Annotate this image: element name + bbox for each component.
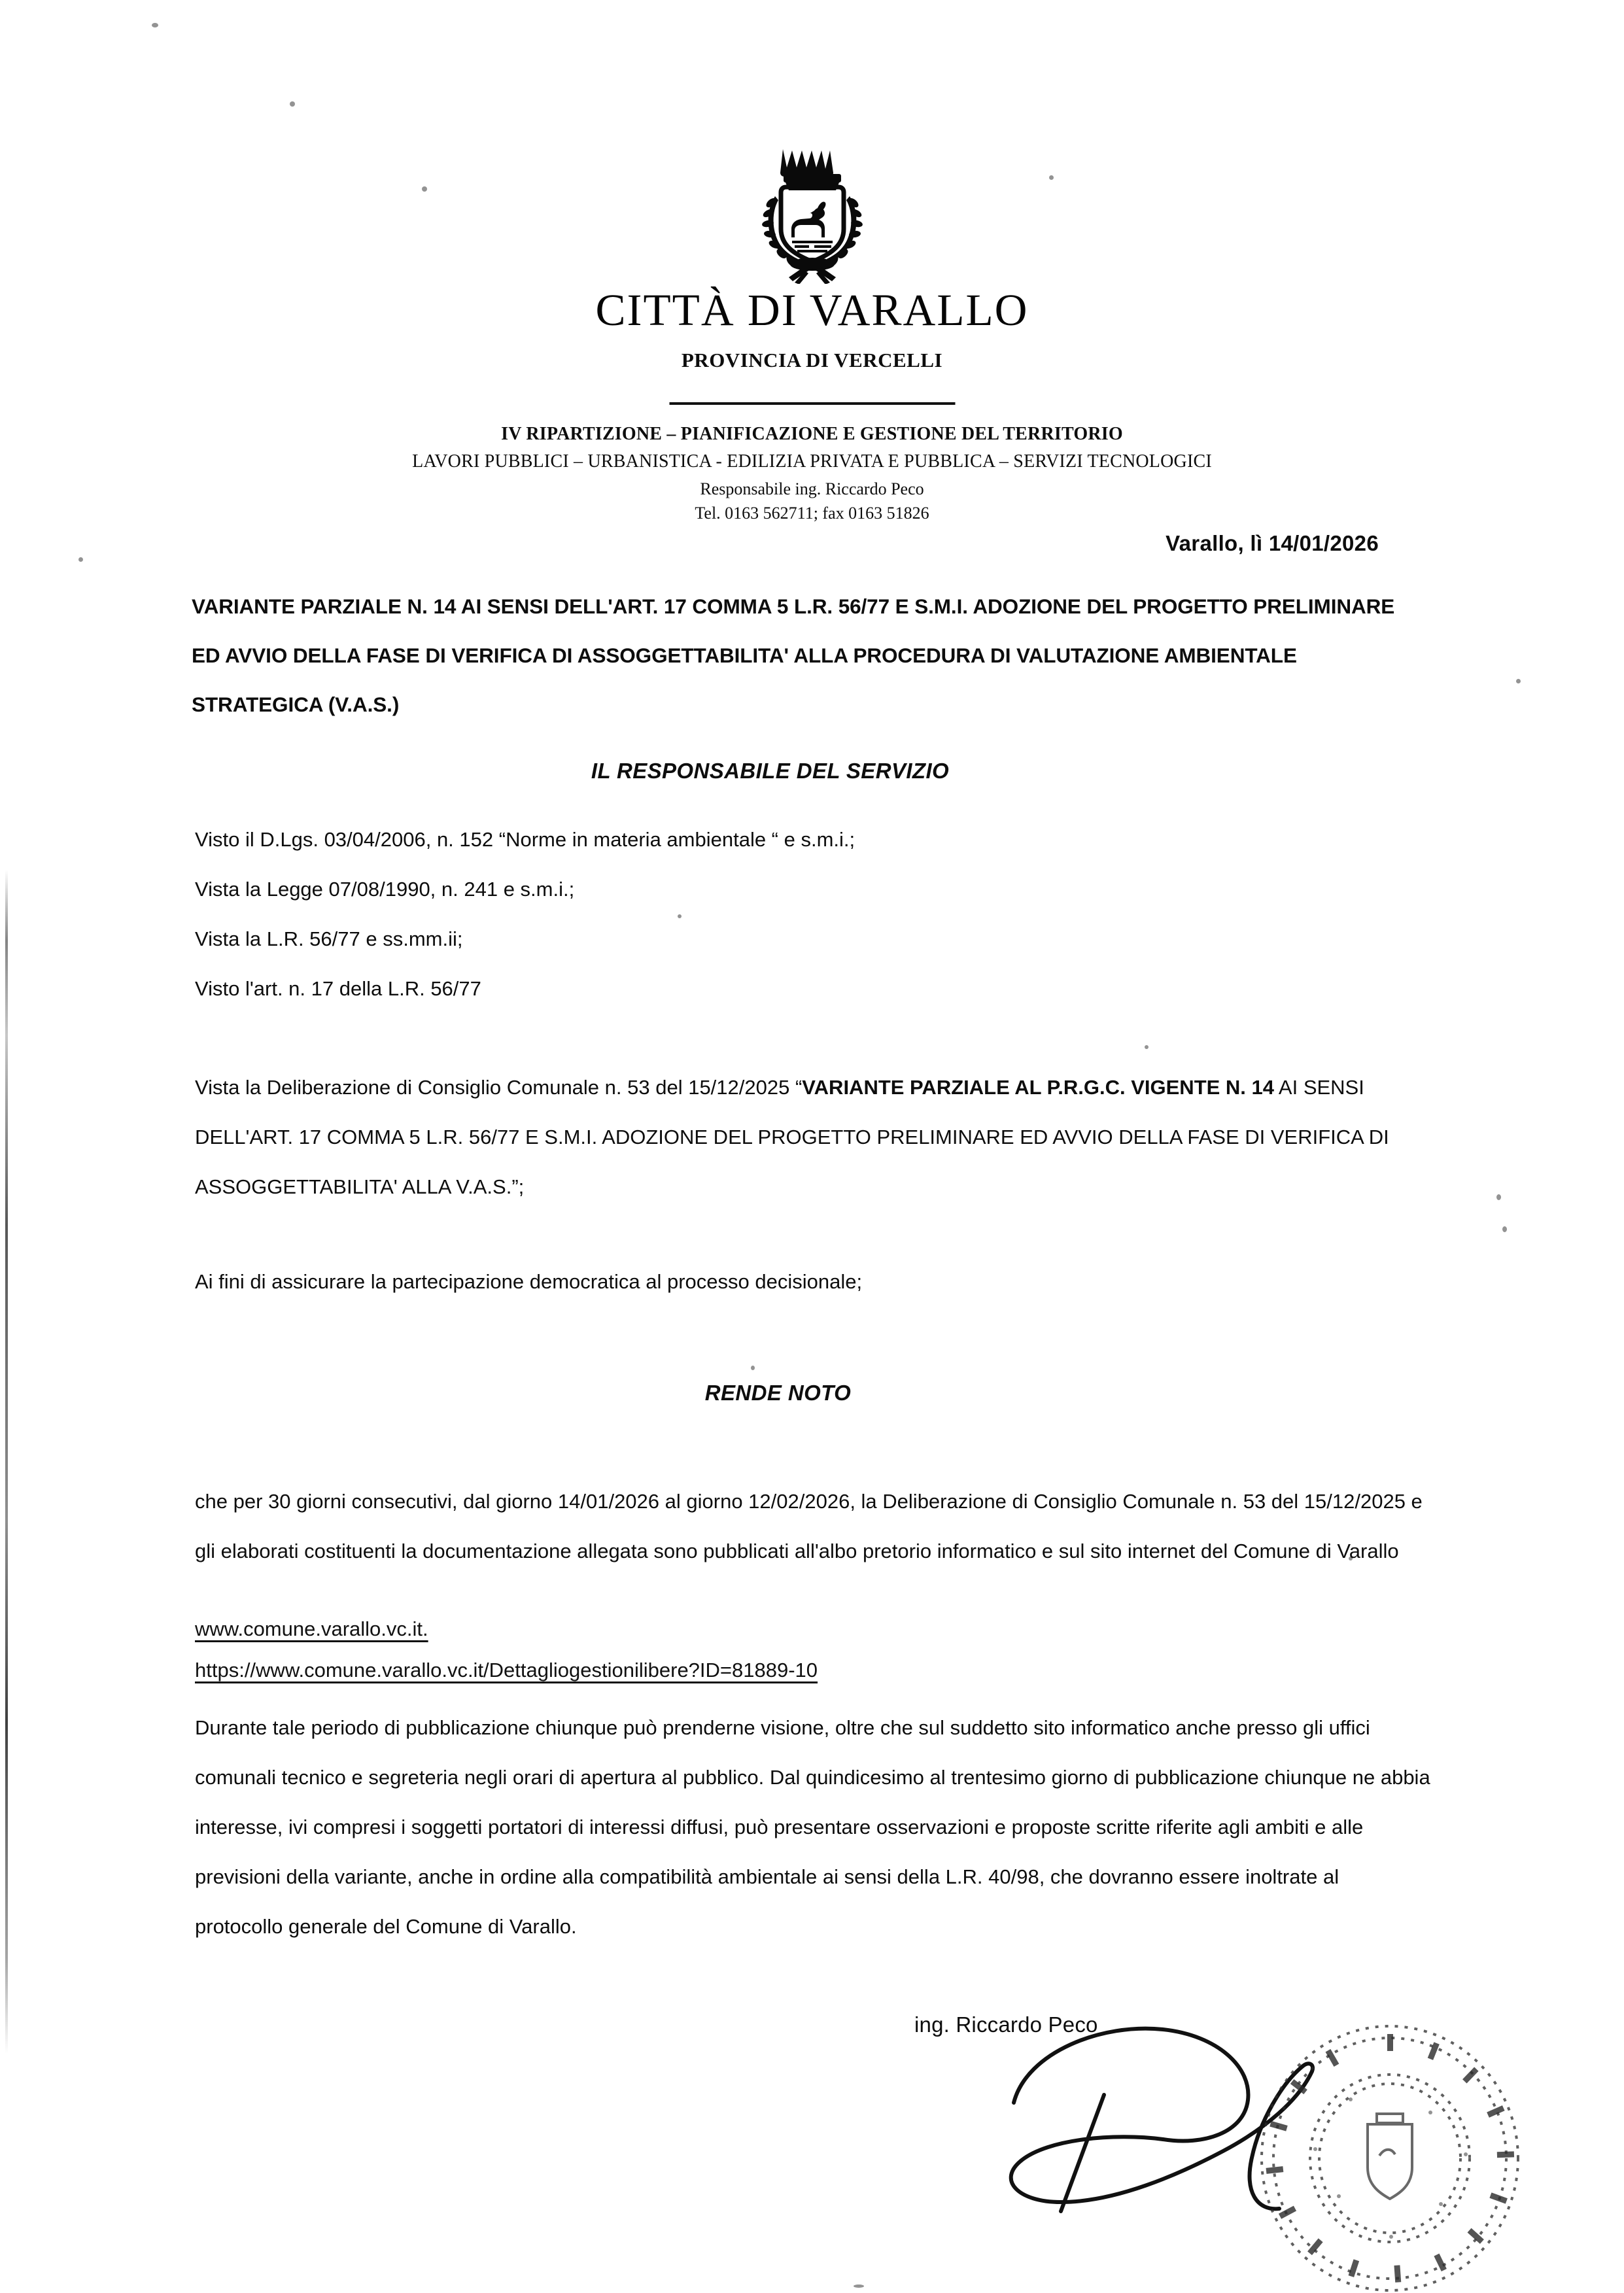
contact-line: Tel. 0163 562711; fax 0163 51826 (695, 504, 929, 523)
document-title: VARIANTE PARZIALE N. 14 AI SENSI DELL'ART. 17 COMMA 5 L.R. 56/77 E S.M.I. ADOZIONE DEL PROGETTO PRELIMINARE ED AVVIO DELLA FASE DI VERIFICA DI ASSOGGETTABILITA' ALLA PROCEDURA DI VALUTAZIONE AMBIENTALE STRATEGICA (V.A.S.) (192, 595, 1395, 716)
visto-item: Vista la Legge 07/08/1990, n. 241 e s.m.i.; (195, 878, 575, 901)
header-divider (669, 402, 955, 405)
scan-speck (854, 2284, 864, 2288)
pubblicazione-details-paragraph: Durante tale periodo di pubblicazione chiunque può prenderne visione, oltre che sul suddetto sito informatico anche presso gli uffici comunali tecnico e segreteria negli orari di apertura al pubblico. Dal quindicesimo al trentesimo giorno di pubblicazione chiunque ne abbia interesse, ivi compresi i soggetti portatori di interessi diffusi, può presentare osservazioni e proposte scritte riferite agli ambiti e alle previsioni della variante, anche in ordine alla compatibilità ambientale ai sensi della L.R. 40/98, che dovranno essere inoltrate al protocollo generale del Comune di Varallo. (195, 1716, 1430, 1938)
page-title: CITTÀ DI VARALLO (595, 285, 1029, 335)
scan-speck (78, 557, 83, 562)
scan-speck (152, 23, 158, 27)
scan-speck (751, 1366, 755, 1370)
heading-responsabile-del-servizio: IL RESPONSABILE DEL SERVIZIO (591, 759, 950, 783)
heading-rende-noto: RENDE NOTO (704, 1381, 852, 1405)
department-line-1: IV RIPARTIZIONE – PIANIFICAZIONE E GESTIONE DEL TERRITORIO (501, 424, 1123, 444)
comune-website-link[interactable]: www.comune.varallo.vc.it. (195, 1617, 428, 1640)
visto-item: Visto il D.Lgs. 03/04/2006, n. 152 “Norme in materia ambientale “ e s.m.i.; (195, 828, 855, 851)
scan-speck (1145, 1045, 1149, 1049)
place-and-date: Varallo, lì 14/01/2026 (1166, 531, 1379, 555)
signatory-name: ing. Riccardo Peco (914, 2012, 1098, 2037)
deliberazione-rest: AI SENSI DELL'ART. 17 COMMA 5 L.R. 56/77 E S.M.I. ADOZIONE DEL PROGETTO PRELIMINARE ED AVVIO DELLA FASE DI VERIFICA DI ASSOGGETTABILITA' ALLA V.A.S.”; (195, 1076, 1389, 1198)
rende-noto-paragraph: che per 30 giorni consecutivi, dal giorno 14/01/2026 al giorno 12/02/2026, la Deliberazione di Consiglio Comunale n. 53 del 15/12/2025 e gli elaborati costituenti la documentazione allegata sono pubblicati all'albo pretorio informatico e sul sito internet del Comune di Varallo (195, 1490, 1423, 1562)
deliberazione-paragraph (195, 1063, 1425, 1212)
official-round-stamp-icon (1253, 2021, 1527, 2293)
scan-edge-artifact (5, 870, 8, 2054)
visto-item: Vista la L.R. 56/77 e ss.mm.ii; (195, 927, 463, 950)
scan-speck (1502, 1226, 1507, 1232)
scan-speck (290, 101, 295, 107)
deliberazione-detail-link[interactable]: https://www.comune.varallo.vc.it/Dettagliogestionilibere?ID=81889-10 (195, 1659, 818, 1681)
scan-speck (1496, 1194, 1501, 1200)
deliberazione-prefix: Vista la Deliberazione di Consiglio Comunale n. 53 del 15/12/2025 “ (195, 1076, 803, 1099)
department-line-2: LAVORI PUBBLICI – URBANISTICA - EDILIZIA PRIVATA E PUBBLICA – SERVIZI TECNOLOGICI (412, 451, 1212, 472)
ai-fini-paragraph: Ai fini di assicurare la partecipazione democratica al processo decisionale; (195, 1270, 863, 1293)
coat-of-arms-crest-icon (0, 145, 1624, 287)
visto-list (195, 815, 1425, 1014)
deliberazione-emphasis: VARIANTE PARZIALE AL P.R.G.C. VIGENTE N. 14 (802, 1076, 1275, 1099)
scan-speck (1516, 679, 1521, 683)
visto-item: Visto l'art. n. 17 della L.R. 56/77 (195, 977, 481, 1000)
province-subtitle: PROVINCIA DI VERCELLI (681, 349, 943, 371)
responsible-line: Responsabile ing. Riccardo Peco (700, 479, 924, 498)
